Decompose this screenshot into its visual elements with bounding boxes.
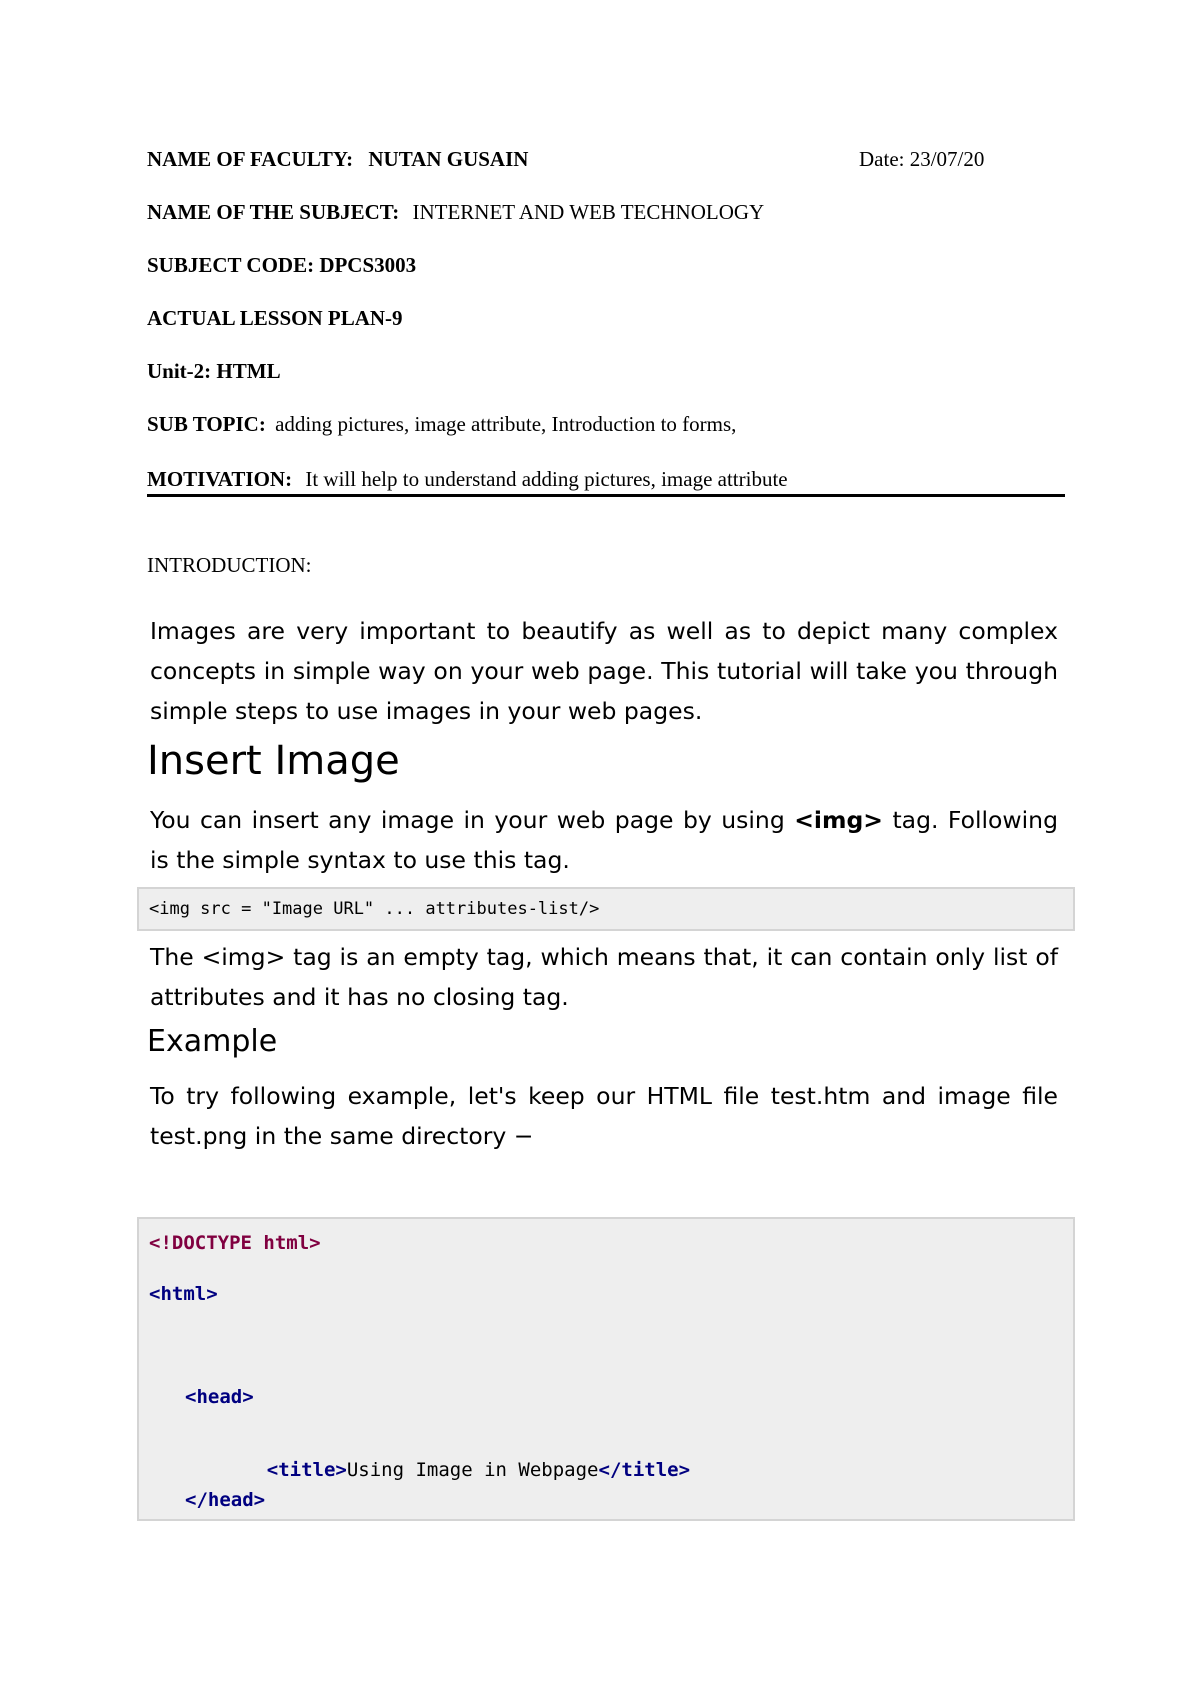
faculty-line — [147, 147, 528, 172]
example-heading: Example — [147, 1024, 278, 1059]
header-divider — [147, 494, 1065, 497]
lesson-plan-title: ACTUAL LESSON PLAN-9 — [147, 306, 403, 330]
img-tag-inline: <img> — [794, 806, 883, 834]
faculty-value: NUTAN GUSAIN — [368, 147, 529, 171]
introduction-paragraph: Images are very important to beautify as well as to depict many complex concepts in simple way on your web page. This tutorial will take you through simple steps to use images in your web pages. — [150, 617, 1058, 725]
code-html-open: <html> — [149, 1283, 218, 1305]
faculty-label: NAME OF FACULTY: — [147, 147, 354, 171]
subtopic-value: adding pictures, image attribute, Introduction to forms, — [275, 412, 737, 436]
subject-label: NAME OF THE SUBJECT: — [147, 200, 400, 224]
subject-value: INTERNET AND WEB TECHNOLOGY — [412, 200, 765, 224]
insert-image-text-after: tag. Following is the simple syntax to use this tag. — [150, 806, 1058, 874]
syntax-code: <img src = "Image URL" ... attributes-list/> — [149, 899, 600, 919]
subject-code-line — [147, 253, 416, 278]
code-doctype: <!DOCTYPE html> — [149, 1232, 321, 1254]
unit-line — [147, 359, 281, 384]
code-head-close: </head> — [185, 1489, 266, 1511]
lesson-date: Date: 23/07/20 — [859, 147, 985, 171]
example-paragraph: To try following example, let's keep our HTML file test.htm and image file test.png in the same directory − — [150, 1082, 1058, 1150]
code-title-close: </title> — [598, 1459, 691, 1481]
motivation-label: MOTIVATION: — [147, 467, 293, 491]
unit-title: Unit-2: HTML — [147, 359, 281, 383]
subject-line — [147, 200, 764, 225]
subtopic-label: SUB TOPIC: — [147, 412, 266, 436]
syntax-code-block — [137, 887, 1075, 931]
empty-tag-paragraph: The <img> tag is an empty tag, which means that, it can contain only list of attributes and it has no closing tag. — [150, 943, 1058, 1011]
lesson-plan-line — [147, 306, 403, 331]
code-title-open: <title> — [266, 1459, 347, 1481]
motivation-value: It will help to understand adding pictures, image attribute — [305, 467, 788, 491]
subtopic-line — [147, 412, 736, 437]
subject-code: SUBJECT CODE: DPCS3003 — [147, 253, 417, 277]
code-head-open: <head> — [185, 1386, 254, 1408]
example-code-block — [137, 1217, 1075, 1521]
insert-image-paragraph — [150, 800, 1058, 880]
motivation-line — [147, 467, 788, 492]
introduction-heading: INTRODUCTION: — [147, 553, 312, 577]
code-title-text: Using Image in Webpage — [346, 1459, 599, 1481]
insert-image-text-before: You can insert any image in your web page by using — [150, 806, 785, 834]
insert-image-heading: Insert Image — [147, 738, 400, 784]
code-title-line — [221, 1437, 690, 1503]
